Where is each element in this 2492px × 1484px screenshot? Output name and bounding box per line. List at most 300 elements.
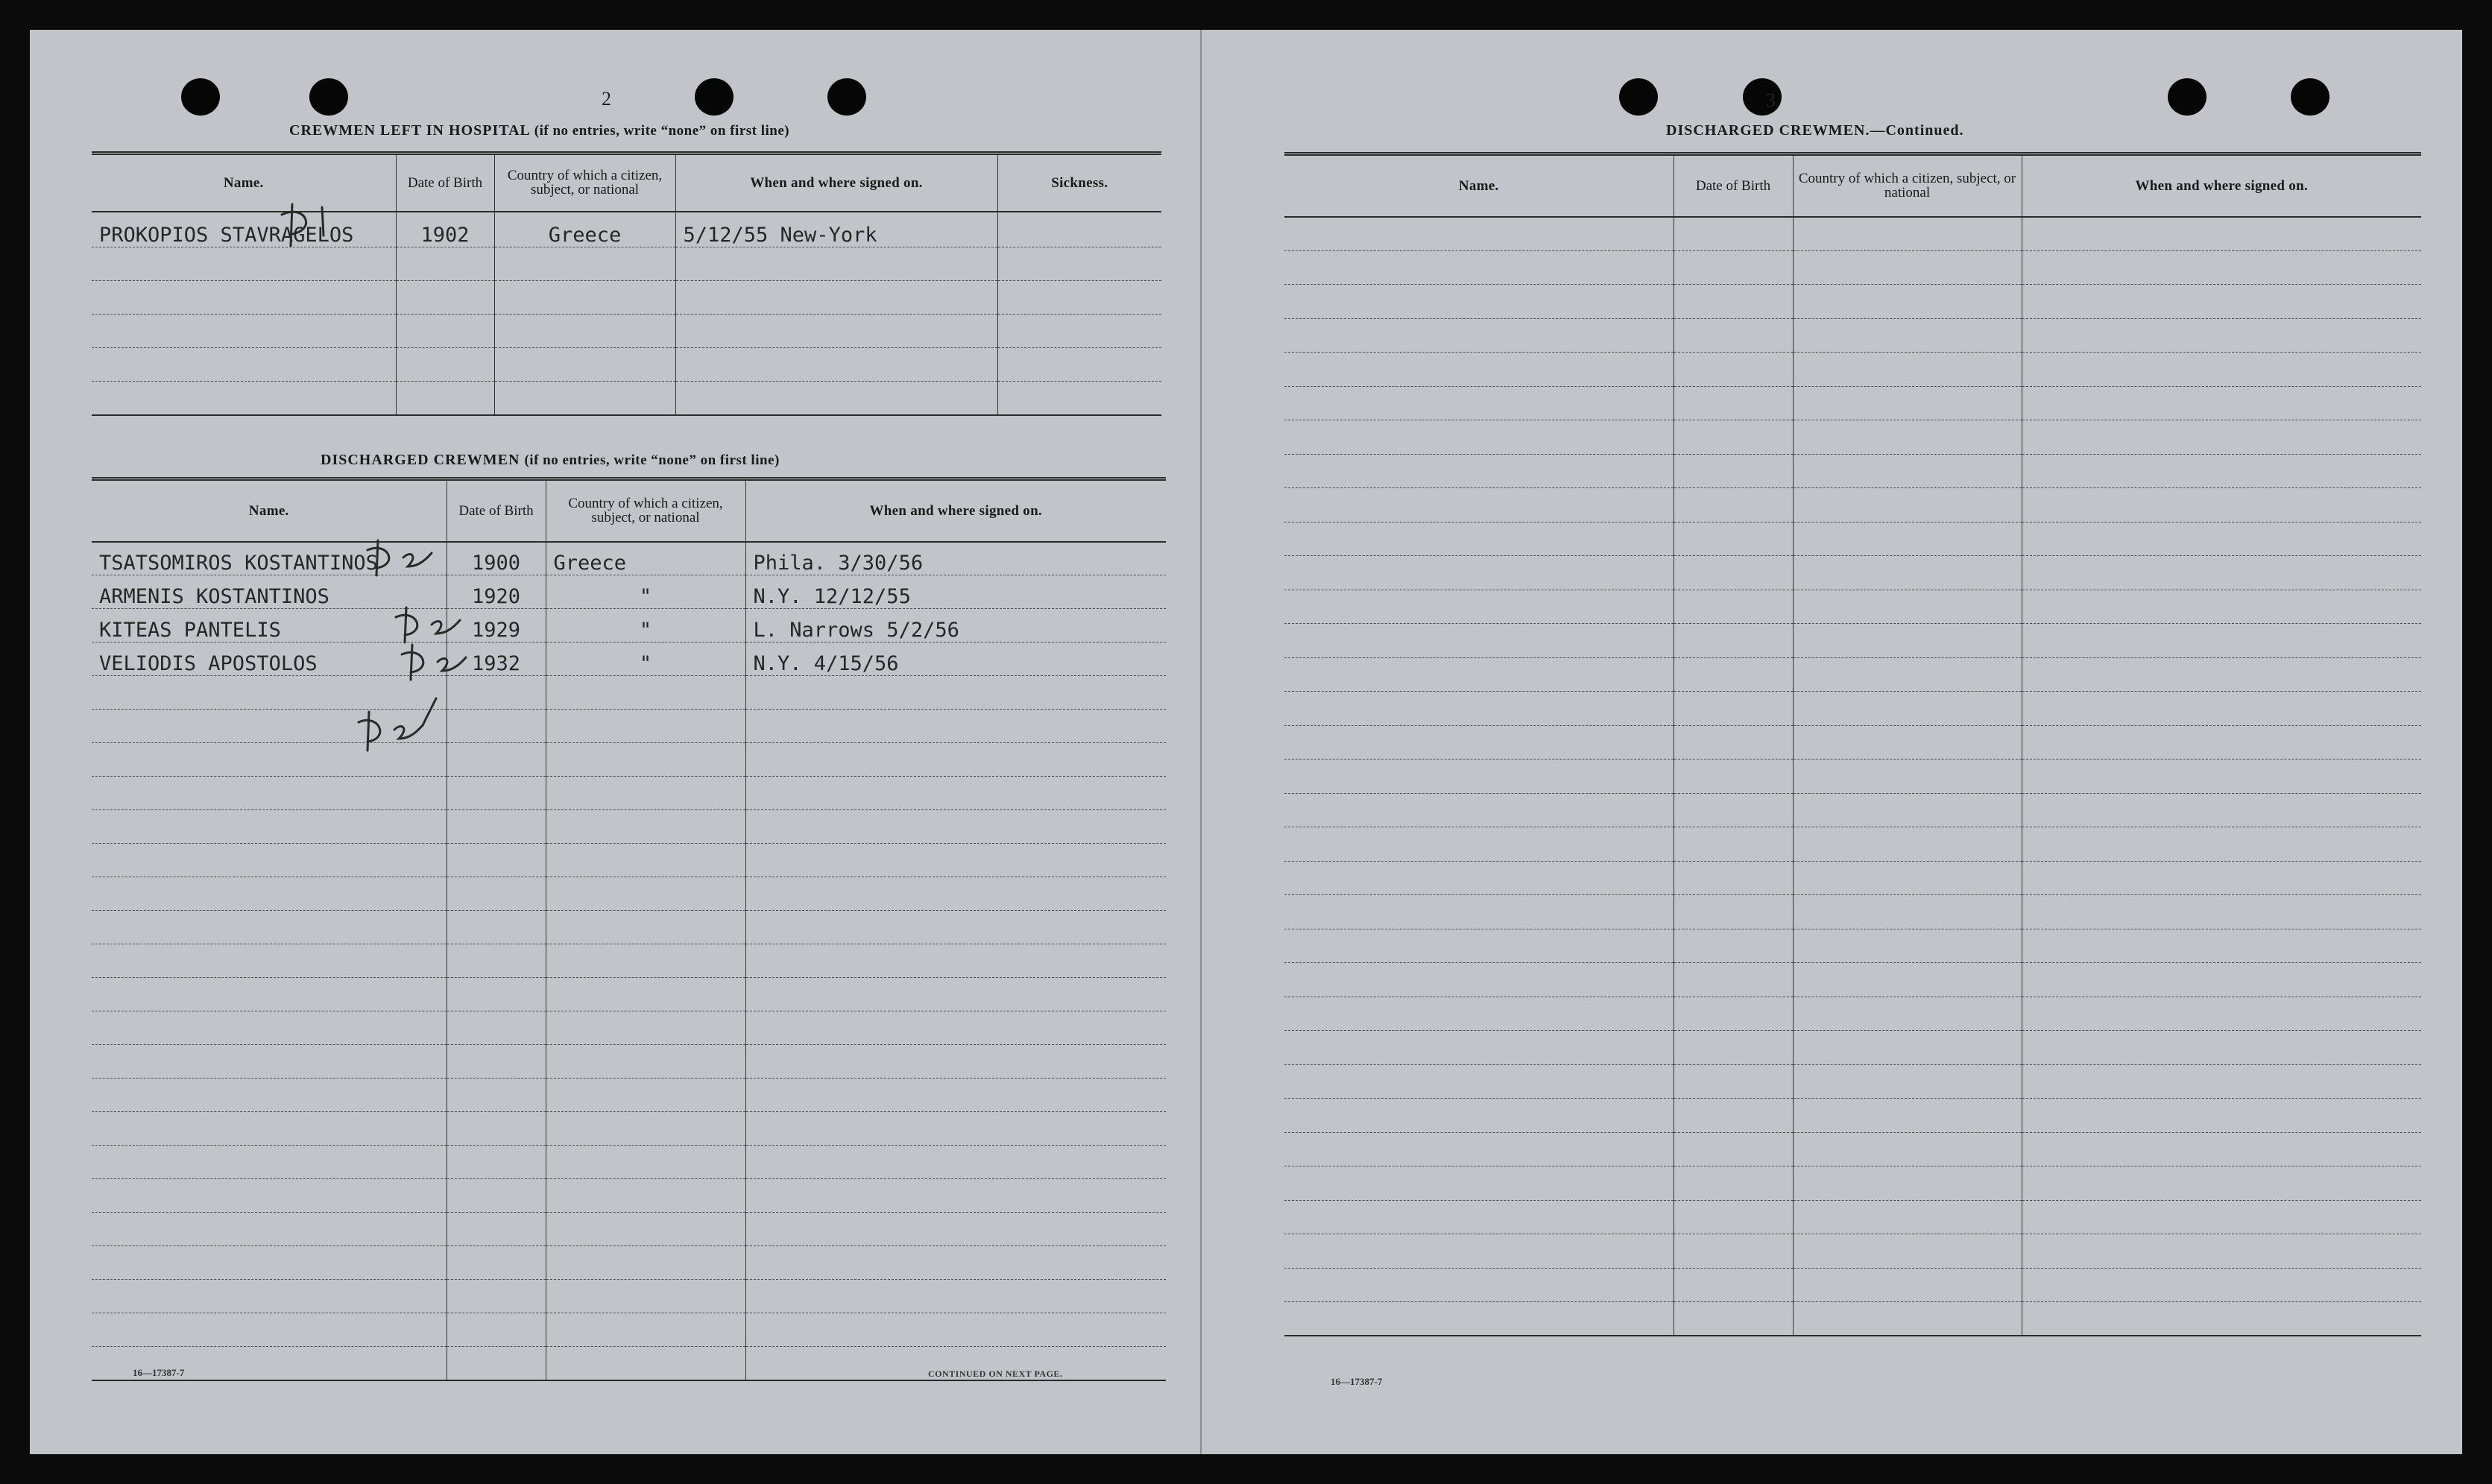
blank-cell [1284, 760, 1674, 794]
crew-signed-on [675, 315, 997, 348]
punch-hole [1743, 78, 1782, 116]
hospital-row [92, 281, 1161, 315]
blank-row [1284, 488, 2421, 522]
blank-cell [546, 1213, 745, 1246]
blank-row [1284, 997, 2421, 1031]
crew-name [92, 382, 396, 415]
name-header: Name. [92, 154, 396, 212]
blank-cell [1793, 1099, 2022, 1133]
blank-cell [546, 1045, 745, 1079]
handwritten-d2-mark [354, 697, 429, 760]
blank-cell [1674, 827, 1793, 862]
crew-signed-on [675, 348, 997, 382]
blank-cell [745, 1280, 1166, 1313]
crew-country [494, 315, 675, 348]
blank-row [1284, 861, 2421, 895]
blank-cell [447, 810, 546, 844]
crew-name: TSATSOMIROS KOSTANTINOS [92, 542, 447, 575]
dob-header: Date of Birth [396, 154, 494, 212]
blank-cell [1793, 1234, 2022, 1269]
blank-cell [447, 1213, 546, 1246]
handwritten-d2-mark [363, 537, 438, 585]
blank-cell [447, 1045, 546, 1079]
blank-cell [92, 1280, 447, 1313]
blank-cell [546, 676, 745, 710]
blank-cell [1674, 624, 1793, 658]
blank-cell [2022, 827, 2421, 862]
blank-row [1284, 895, 2421, 929]
blank-cell [2022, 1268, 2421, 1302]
crew-signed-on [675, 382, 997, 415]
punch-hole [2291, 78, 2329, 116]
blank-cell [1793, 1132, 2022, 1166]
blank-cell [92, 844, 447, 877]
blank-cell [1793, 250, 2022, 285]
blank-cell [447, 1280, 546, 1313]
blank-row [1284, 1099, 2421, 1133]
blank-cell [447, 911, 546, 944]
blank-row [1284, 929, 2421, 963]
discharged-row [92, 609, 1166, 642]
form-number: 16—17387-7 [133, 1367, 185, 1378]
blank-cell [745, 1213, 1166, 1246]
blank-cell [2022, 624, 2421, 658]
blank-cell [1284, 827, 1674, 862]
blank-row [92, 978, 1166, 1011]
crew-signed-on: Phila. 3/30/56 [745, 542, 1166, 575]
name-header: Name. [1284, 154, 1674, 217]
blank-cell [745, 1246, 1166, 1280]
blank-cell [1674, 861, 1793, 895]
blank-row [1284, 1200, 2421, 1234]
blank-row [1284, 1031, 2421, 1065]
blank-row [92, 1045, 1166, 1079]
blank-row [92, 944, 1166, 978]
blank-cell [447, 1347, 546, 1380]
discharged-row [92, 542, 1166, 575]
crew-name: PROKOPIOS STAVRAGELOS [92, 212, 396, 247]
blank-cell [1284, 1099, 1674, 1133]
blank-cell [2022, 963, 2421, 997]
blank-cell [1284, 488, 1674, 522]
blank-cell [1674, 793, 1793, 827]
blank-cell [2022, 1302, 2421, 1336]
blank-cell [92, 1011, 447, 1045]
crew-sickness [997, 247, 1161, 281]
blank-cell [1284, 725, 1674, 760]
blank-cell [1284, 963, 1674, 997]
blank-cell [1674, 1031, 1793, 1065]
blank-cell [1284, 1200, 1674, 1234]
blank-cell [745, 911, 1166, 944]
blank-cell [2022, 760, 2421, 794]
blank-cell [546, 810, 745, 844]
crew-sickness [997, 382, 1161, 415]
blank-cell [447, 944, 546, 978]
blank-cell [2022, 929, 2421, 963]
crew-dob [396, 315, 494, 348]
blank-cell [1284, 318, 1674, 353]
blank-cell [1674, 556, 1793, 590]
blank-cell [1674, 353, 1793, 387]
blank-cell [1674, 285, 1793, 319]
blank-cell [1793, 285, 2022, 319]
crew-name [92, 247, 396, 281]
dob-header: Date of Birth [1674, 154, 1793, 217]
blank-row [92, 710, 1166, 743]
blank-cell [1793, 725, 2022, 760]
blank-cell [546, 1146, 745, 1179]
blank-cell [1793, 692, 2022, 726]
blank-cell [1284, 1166, 1674, 1201]
blank-cell [2022, 217, 2421, 251]
blank-cell [546, 944, 745, 978]
crew-sickness [997, 281, 1161, 315]
page-number: 3 [1766, 89, 1776, 111]
blank-cell [92, 911, 447, 944]
crew-name [92, 281, 396, 315]
blank-cell [1793, 827, 2022, 862]
blank-cell [1793, 217, 2022, 251]
crew-signed-on [675, 281, 997, 315]
blank-cell [1284, 1302, 1674, 1336]
blank-cell [1674, 929, 1793, 963]
blank-cell [92, 1146, 447, 1179]
blank-cell [92, 777, 447, 810]
name-header: Name. [92, 479, 447, 542]
blank-cell [1793, 624, 2022, 658]
crew-sickness [997, 348, 1161, 382]
blank-cell [2022, 1132, 2421, 1166]
crew-dob: 1900 [447, 542, 546, 575]
blank-cell [745, 743, 1166, 777]
blank-cell [546, 1079, 745, 1112]
blank-row [1284, 420, 2421, 455]
blank-cell [745, 676, 1166, 710]
blank-cell [745, 810, 1166, 844]
blank-cell [1793, 488, 2022, 522]
crew-country: " [546, 609, 745, 642]
blank-cell [1284, 285, 1674, 319]
blank-cell [1674, 1200, 1793, 1234]
crew-country [494, 247, 675, 281]
discharged-section-title [321, 452, 780, 469]
blank-cell [546, 1112, 745, 1146]
crew-signed-on: L. Narrows 5/2/56 [745, 609, 1166, 642]
signed-on-header: When and where signed on. [745, 479, 1166, 542]
blank-cell [1674, 1268, 1793, 1302]
blank-cell [1793, 318, 2022, 353]
blank-cell [745, 877, 1166, 911]
blank-cell [546, 844, 745, 877]
blank-cell [1284, 386, 1674, 420]
blank-cell [1284, 217, 1674, 251]
blank-row [92, 1146, 1166, 1179]
punch-hole [181, 78, 220, 116]
blank-cell [1793, 353, 2022, 387]
blank-cell [447, 844, 546, 877]
blank-cell [1793, 522, 2022, 556]
blank-cell [546, 978, 745, 1011]
blank-cell [2022, 386, 2421, 420]
blank-cell [1284, 895, 1674, 929]
blank-cell [1284, 522, 1674, 556]
continued-section-title: DISCHARGED CREWMEN.—Continued. [1666, 122, 1964, 139]
blank-row [1284, 217, 2421, 251]
blank-cell [745, 1079, 1166, 1112]
crew-country: Greece [494, 212, 675, 247]
blank-cell [1674, 454, 1793, 488]
blank-cell [2022, 997, 2421, 1031]
blank-cell [1674, 488, 1793, 522]
blank-cell [546, 877, 745, 911]
blank-cell [447, 777, 546, 810]
blank-cell [92, 1246, 447, 1280]
hospital-header-row [92, 154, 1161, 212]
blank-cell [745, 978, 1166, 1011]
blank-cell [92, 1313, 447, 1347]
blank-row [1284, 1234, 2421, 1269]
discharged-row [92, 642, 1166, 676]
blank-cell [1284, 929, 1674, 963]
blank-cell [2022, 725, 2421, 760]
blank-cell [447, 743, 546, 777]
blank-cell [92, 944, 447, 978]
blank-cell [1284, 556, 1674, 590]
blank-cell [745, 777, 1166, 810]
blank-row [92, 844, 1166, 877]
blank-cell [92, 877, 447, 911]
blank-cell [546, 1280, 745, 1313]
blank-row [92, 1313, 1166, 1347]
blank-row [1284, 386, 2421, 420]
blank-cell [1284, 250, 1674, 285]
blank-cell [546, 777, 745, 810]
crew-dob [396, 348, 494, 382]
blank-row [1284, 454, 2421, 488]
blank-cell [1793, 1302, 2022, 1336]
blank-cell [1674, 760, 1793, 794]
blank-cell [1674, 217, 1793, 251]
blank-row [1284, 1166, 2421, 1201]
handwritten-d2-mark [397, 641, 472, 689]
blank-cell [1674, 590, 1793, 624]
blank-cell [2022, 1031, 2421, 1065]
blank-cell [447, 1079, 546, 1112]
blank-cell [447, 1246, 546, 1280]
blank-cell [92, 1079, 447, 1112]
blank-cell [1674, 1132, 1793, 1166]
hospital-title-note: (if no entries, write “none” on first line) [534, 123, 790, 139]
blank-row [1284, 793, 2421, 827]
blank-cell [2022, 1099, 2421, 1133]
blank-row [1284, 963, 2421, 997]
blank-row [1284, 725, 2421, 760]
punch-hole [827, 78, 866, 116]
blank-cell [447, 1146, 546, 1179]
hospital-table [92, 151, 1161, 416]
blank-cell [1793, 861, 2022, 895]
discharged-title-text: DISCHARGED CREWMEN [321, 452, 520, 468]
crew-signed-on: 5/12/55 New-York [675, 212, 997, 247]
blank-cell [1674, 1064, 1793, 1099]
blank-cell [447, 877, 546, 911]
blank-cell [2022, 895, 2421, 929]
blank-cell [1793, 1200, 2022, 1234]
crew-signed-on: N.Y. 12/12/55 [745, 575, 1166, 609]
continued-note: CONTINUED ON NEXT PAGE. [928, 1368, 1063, 1379]
crew-name: ARMENIS KOSTANTINOS [92, 575, 447, 609]
country-header: Country of which a citizen, subject, or national [1793, 154, 2022, 217]
blank-cell [1674, 522, 1793, 556]
blank-cell [1284, 997, 1674, 1031]
hospital-row [92, 315, 1161, 348]
blank-row [92, 1213, 1166, 1246]
punch-hole [1619, 78, 1658, 116]
blank-cell [1793, 657, 2022, 692]
blank-cell [546, 743, 745, 777]
blank-cell [1793, 590, 2022, 624]
blank-cell [2022, 285, 2421, 319]
blank-row [92, 1079, 1166, 1112]
blank-cell [1793, 386, 2022, 420]
country-header: Country of which a citizen, subject, or national [546, 479, 745, 542]
blank-row [92, 676, 1166, 710]
crew-name [92, 315, 396, 348]
blank-row [92, 810, 1166, 844]
blank-row [1284, 657, 2421, 692]
blank-cell [2022, 1064, 2421, 1099]
blank-cell [1793, 997, 2022, 1031]
blank-cell [546, 1179, 745, 1213]
hospital-title-text: CREWMEN LEFT IN HOSPITAL [289, 122, 530, 139]
blank-cell [1674, 997, 1793, 1031]
discharged-title-note: (if no entries, write “none” on first line) [524, 452, 780, 468]
blank-cell [1793, 793, 2022, 827]
blank-cell [447, 978, 546, 1011]
crew-dob: 1920 [447, 575, 546, 609]
blank-cell [2022, 318, 2421, 353]
blank-cell [2022, 1234, 2421, 1269]
blank-cell [2022, 522, 2421, 556]
blank-row [1284, 353, 2421, 387]
punch-hole [2168, 78, 2206, 116]
crew-dob [396, 247, 494, 281]
blank-cell [1674, 250, 1793, 285]
form-number: 16—17387-7 [1331, 1376, 1383, 1387]
blank-cell [1284, 657, 1674, 692]
blank-cell [1674, 1099, 1793, 1133]
blank-cell [745, 844, 1166, 877]
blank-row [92, 743, 1166, 777]
blank-row [92, 877, 1166, 911]
crew-signed-on [675, 247, 997, 281]
blank-cell [546, 1313, 745, 1347]
crew-dob [396, 281, 494, 315]
blank-row [92, 1179, 1166, 1213]
blank-cell [1674, 657, 1793, 692]
blank-cell [92, 1045, 447, 1079]
blank-cell [1793, 963, 2022, 997]
blank-row [92, 1011, 1166, 1045]
blank-cell [1284, 692, 1674, 726]
hospital-section-title [289, 122, 789, 139]
blank-cell [1793, 420, 2022, 455]
punch-hole [309, 78, 348, 116]
hospital-row [92, 247, 1161, 281]
blank-cell [1674, 1166, 1793, 1201]
blank-cell [2022, 353, 2421, 387]
crew-sickness [997, 315, 1161, 348]
blank-row [1284, 250, 2421, 285]
blank-cell [2022, 1200, 2421, 1234]
blank-cell [745, 1045, 1166, 1079]
blank-cell [92, 810, 447, 844]
left-page [30, 30, 1202, 1454]
blank-cell [2022, 793, 2421, 827]
blank-cell [1674, 1234, 1793, 1269]
crew-dob: 1932 [447, 642, 546, 676]
country-header: Country of which a citizen, subject, or national [494, 154, 675, 212]
blank-row [1284, 556, 2421, 590]
continued-header-row [1284, 154, 2421, 217]
blank-cell [2022, 556, 2421, 590]
blank-row [1284, 285, 2421, 319]
crew-name: VELIODIS APOSTOLOS [92, 642, 447, 676]
blank-row [1284, 624, 2421, 658]
signed-on-header: When and where signed on. [675, 154, 997, 212]
blank-cell [546, 911, 745, 944]
blank-cell [1793, 895, 2022, 929]
crew-country: " [546, 575, 745, 609]
blank-cell [1674, 386, 1793, 420]
blank-cell [92, 978, 447, 1011]
blank-cell [1284, 1031, 1674, 1065]
blank-cell [1674, 725, 1793, 760]
blank-cell [1793, 1166, 2022, 1201]
blank-cell [1284, 420, 1674, 455]
blank-cell [1284, 1234, 1674, 1269]
punch-hole [695, 78, 734, 116]
crew-country: " [546, 642, 745, 676]
blank-row [92, 777, 1166, 810]
blank-cell [447, 1011, 546, 1045]
blank-cell [1284, 1132, 1674, 1166]
blank-cell [2022, 861, 2421, 895]
blank-cell [1284, 624, 1674, 658]
blank-cell [1674, 963, 1793, 997]
blank-row [1284, 590, 2421, 624]
sickness-header: Sickness. [997, 154, 1161, 212]
crew-country [494, 281, 675, 315]
blank-cell [745, 944, 1166, 978]
blank-cell [745, 1313, 1166, 1347]
blank-cell [546, 1347, 745, 1380]
blank-cell [1674, 420, 1793, 455]
blank-cell [1793, 760, 2022, 794]
blank-cell [546, 1246, 745, 1280]
blank-cell [745, 1179, 1166, 1213]
page-number: 2 [602, 88, 611, 110]
blank-cell [2022, 250, 2421, 285]
blank-cell [447, 1112, 546, 1146]
blank-cell [546, 1011, 745, 1045]
blank-cell [1674, 895, 1793, 929]
blank-cell [447, 1313, 546, 1347]
blank-row [1284, 1302, 2421, 1336]
crew-country: Greece [546, 542, 745, 575]
hospital-row [92, 348, 1161, 382]
